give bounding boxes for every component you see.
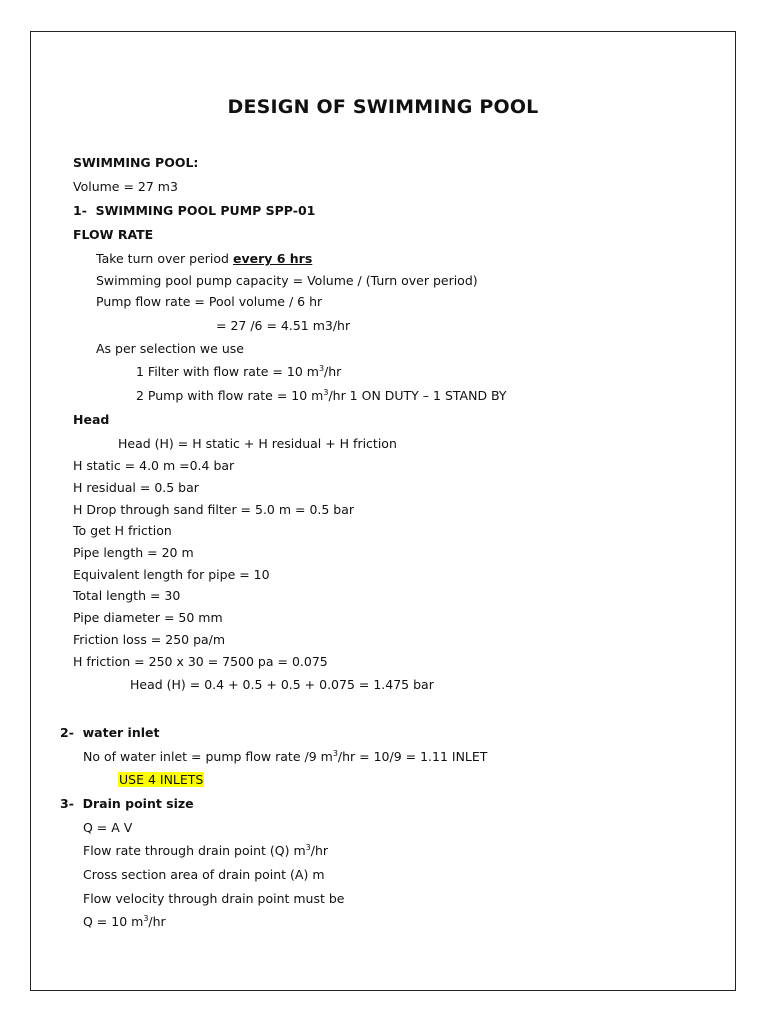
pump-sup: 3: [323, 388, 329, 397]
filter-text: 1 Filter with flow rate = 10 m: [136, 364, 319, 379]
section-1-number: 1-: [73, 203, 87, 218]
selection-line: As per selection we use: [96, 341, 244, 356]
cross-section-line: Cross section area of drain point (A) m: [83, 867, 325, 882]
turnover-emphasis: every 6 hrs: [232, 251, 313, 266]
q-value-text: Q = 10 m: [83, 914, 144, 929]
section-3-label: Drain point size: [82, 796, 194, 811]
head-heading: Head: [73, 412, 110, 427]
drain-flow-suffix: /hr: [310, 843, 329, 858]
inlet-calc-line: [83, 749, 487, 765]
section-2-label: water inlet: [82, 725, 160, 740]
get-friction-line: To get H friction: [73, 523, 172, 538]
pump-capacity-line: Swimming pool pump capacity = Volume / (Turn over period): [96, 273, 478, 288]
pump-flow-line: Pump flow rate = Pool volume / 6 hr: [96, 294, 323, 309]
h-residual-line: H residual = 0.5 bar: [73, 480, 199, 495]
filter-suffix: /hr: [324, 364, 342, 379]
filter-sup: 3: [318, 364, 325, 373]
section-2-heading: [60, 725, 159, 741]
pipe-diameter-line: Pipe diameter = 50 mm: [73, 610, 223, 625]
section-2-number: 2-: [60, 725, 74, 740]
total-length-line: Total length = 30: [73, 588, 181, 603]
use-inlets-line: [118, 772, 204, 788]
pump-flow-result: = 27 /6 = 4.51 m3/hr: [216, 318, 351, 333]
pump-suffix: /hr 1 ON DUTY – 1 STAND BY: [328, 388, 507, 403]
inlet-calc-sup: 3: [332, 749, 338, 758]
section-3-number: 3-: [60, 796, 74, 811]
use-inlets-highlight: USE 4 INLETS: [119, 772, 204, 787]
friction-loss-line: Friction loss = 250 pa/m: [73, 632, 226, 647]
equiv-length-line: Equivalent length for pipe = 10: [73, 567, 270, 582]
head-formula: Head (H) = H static + H residual + H friction: [118, 436, 397, 451]
inlet-calc-suffix: /hr = 10/9 = 1.11 INLET: [337, 749, 488, 764]
q-av-line: Q = A V: [83, 820, 133, 835]
q-value-suffix: /hr: [148, 914, 166, 929]
h-drop-line: H Drop through sand filter = 5.0 m = 0.5 bar: [73, 502, 355, 517]
pump-line: [136, 388, 507, 404]
pump-text: 2 Pump with flow rate = 10 m: [136, 388, 324, 403]
drain-flow-line: [83, 843, 328, 859]
inlet-calc-text: No of water inlet = pump flow rate /9 m: [83, 749, 333, 764]
q-value-line: [83, 914, 166, 930]
drain-flow-sup: 3: [305, 843, 311, 852]
drain-flow-text: Flow rate through drain point (Q) m: [83, 843, 306, 858]
section-1-heading: [73, 203, 315, 219]
section-3-heading: [60, 796, 194, 812]
h-friction-line: H friction = 250 x 30 = 7500 pa = 0.075: [73, 654, 328, 669]
filter-line: [136, 364, 341, 380]
document-page: [30, 31, 736, 991]
section-1-label: SWIMMING POOL PUMP SPP-01: [95, 203, 316, 218]
head-total-line: Head (H) = 0.4 + 0.5 + 0.5 + 0.075 = 1.475 bar: [130, 677, 434, 692]
volume-line: Volume = 27 m3: [73, 179, 178, 194]
flow-velocity-line: Flow velocity through drain point must be: [83, 891, 345, 906]
page-title: DESIGN OF SWIMMING POOL: [227, 96, 539, 118]
q-value-sup: 3: [143, 914, 149, 923]
h-static-line: H static = 4.0 m =0.4 bar: [73, 458, 235, 473]
swimming-pool-heading: SWIMMING POOL:: [73, 155, 199, 170]
turnover-prefix: Take turn over period: [96, 251, 233, 266]
flow-rate-heading: FLOW RATE: [73, 227, 154, 242]
turnover-line: [96, 251, 312, 267]
pipe-length-line: Pipe length = 20 m: [73, 545, 194, 560]
